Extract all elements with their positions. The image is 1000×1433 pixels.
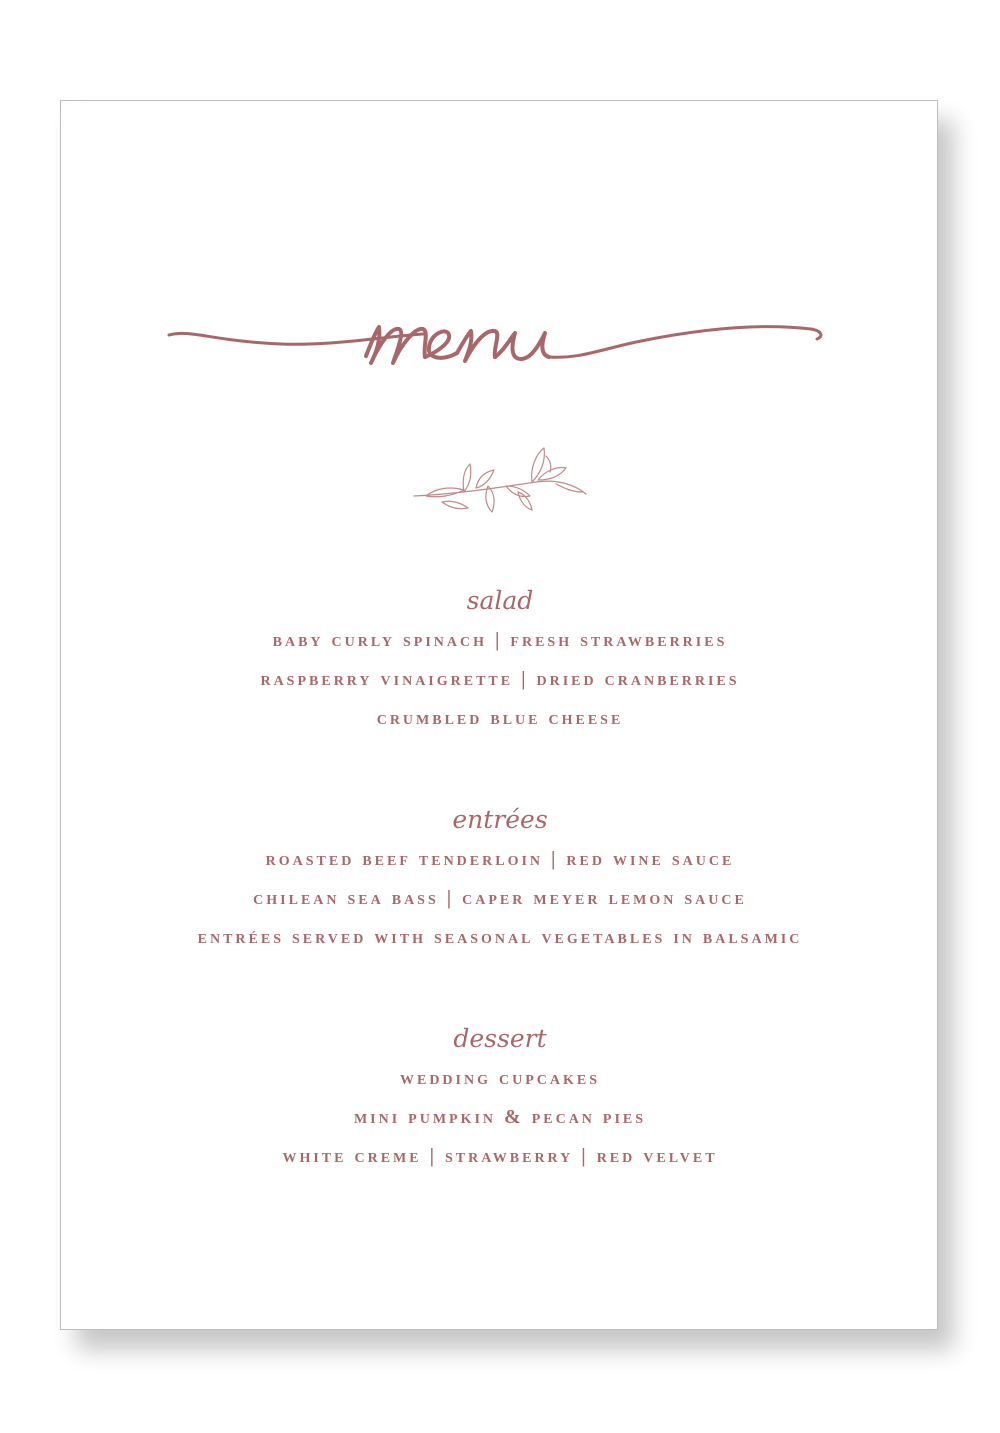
menu-item: wedding cupcakes bbox=[399, 1067, 600, 1089]
menu-item: roasted beef tenderloin | red wine sauce bbox=[265, 848, 735, 870]
leafy-sprig-icon bbox=[406, 436, 596, 531]
section-heading: dessert bbox=[453, 1024, 547, 1053]
section-heading: salad bbox=[466, 586, 534, 615]
menu-item: chilean sea bass | caper meyer lemon sauce bbox=[253, 887, 747, 909]
salad-section bbox=[61, 581, 939, 738]
dessert-section bbox=[61, 1019, 939, 1176]
menu-card bbox=[60, 100, 938, 1330]
menu-item: raspberry vinaigrette | dried cranberries bbox=[260, 668, 740, 690]
menu-title-script bbox=[161, 301, 831, 391]
menu-item: mini pumpkin & pecan pies bbox=[353, 1106, 647, 1128]
menu-item: crumbled blue cheese bbox=[376, 707, 624, 729]
entrees-section bbox=[61, 800, 939, 957]
menu-item: white creme | strawberry | red velvet bbox=[282, 1145, 718, 1167]
menu-item: entrées served with seasonal vegetables in balsamic bbox=[197, 926, 803, 948]
menu-item: baby curly spinach | fresh strawberries bbox=[272, 629, 728, 651]
section-heading: entrées bbox=[452, 805, 548, 834]
